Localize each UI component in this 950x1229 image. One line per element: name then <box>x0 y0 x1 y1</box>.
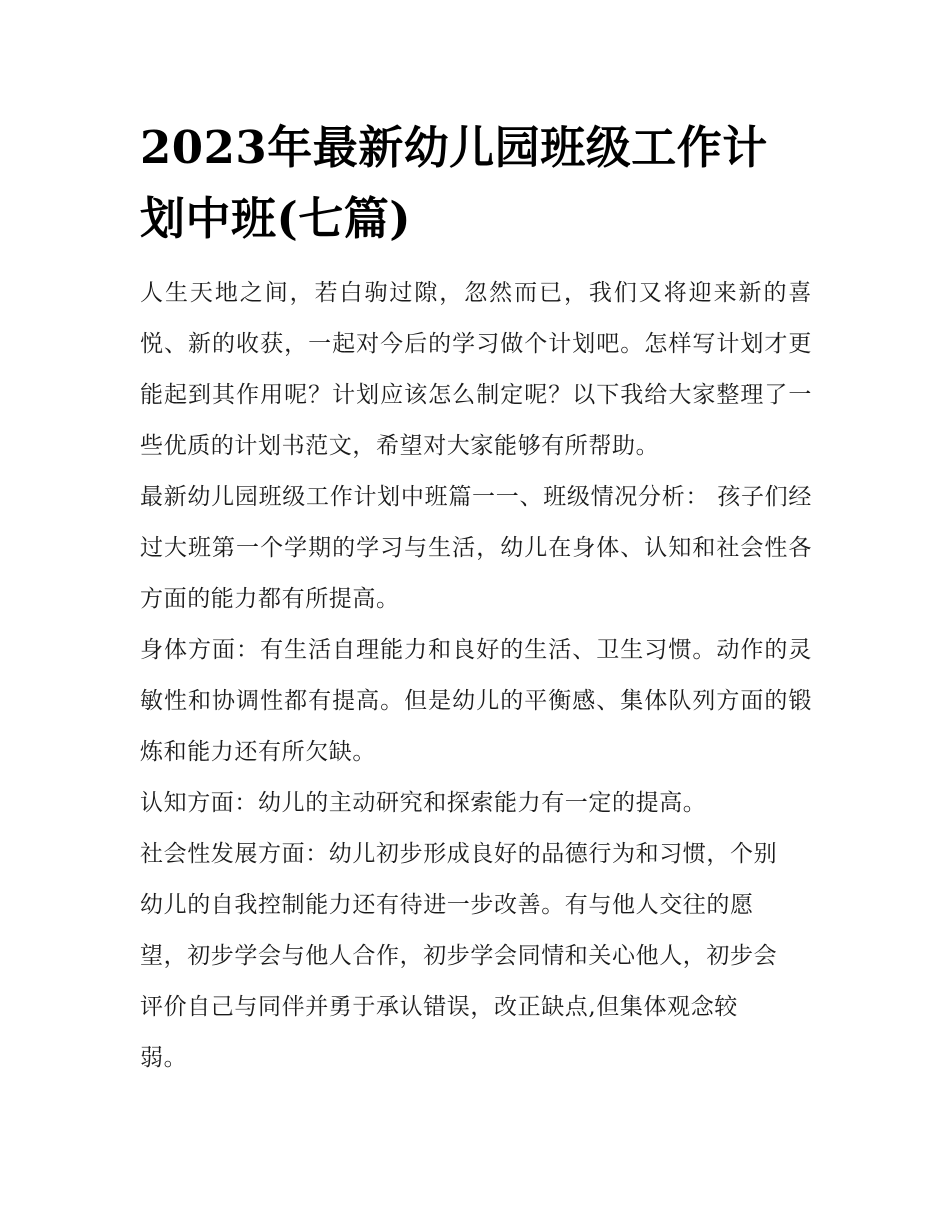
paragraph-cognitive: 认知方面：幼儿的主动研究和探索能力有一定的提高。 <box>140 790 707 816</box>
paragraph-intro: 人生天地之间，若白驹过隙，忽然而已，我们又将迎来新的喜悦、新的收获，一起对今后的学习做个计划吧。怎样写计划才更能起到其作用呢？计划应该怎么制定呢？以下我给大家整理了一些优质的计划书范文，希望对大家能够有所帮助。 <box>140 280 812 459</box>
paragraph-social: 社会性发展方面：幼儿初步形成良好的品德行为和习惯，个别幼儿的自我控制能力还有待进一步改善。有与他人交往的愿望，初步学会与他人合作，初步学会同情和关心他人，初步会评价自己与同伴并勇于承认错误，改正缺点,但集体观念较弱。 <box>140 841 778 1071</box>
paragraph-class-analysis: 最新幼儿园班级工作计划中班篇一一、班级情况分析： 孩子们经过大班第一个学期的学习与生活，幼儿在身体、认知和社会性各方面的能力都有所提高。 <box>140 484 812 612</box>
document-body <box>140 112 812 1084</box>
document-title: 2023年最新幼儿园班级工作计划中班(七篇) <box>140 121 768 245</box>
paragraph-physical: 身体方面：有生活自理能力和良好的生活、卫生习惯。动作的灵敏性和协调性都有提高。但是幼儿的平衡感、集体队列方面的锻炼和能力还有所欠缺。 <box>140 637 812 765</box>
